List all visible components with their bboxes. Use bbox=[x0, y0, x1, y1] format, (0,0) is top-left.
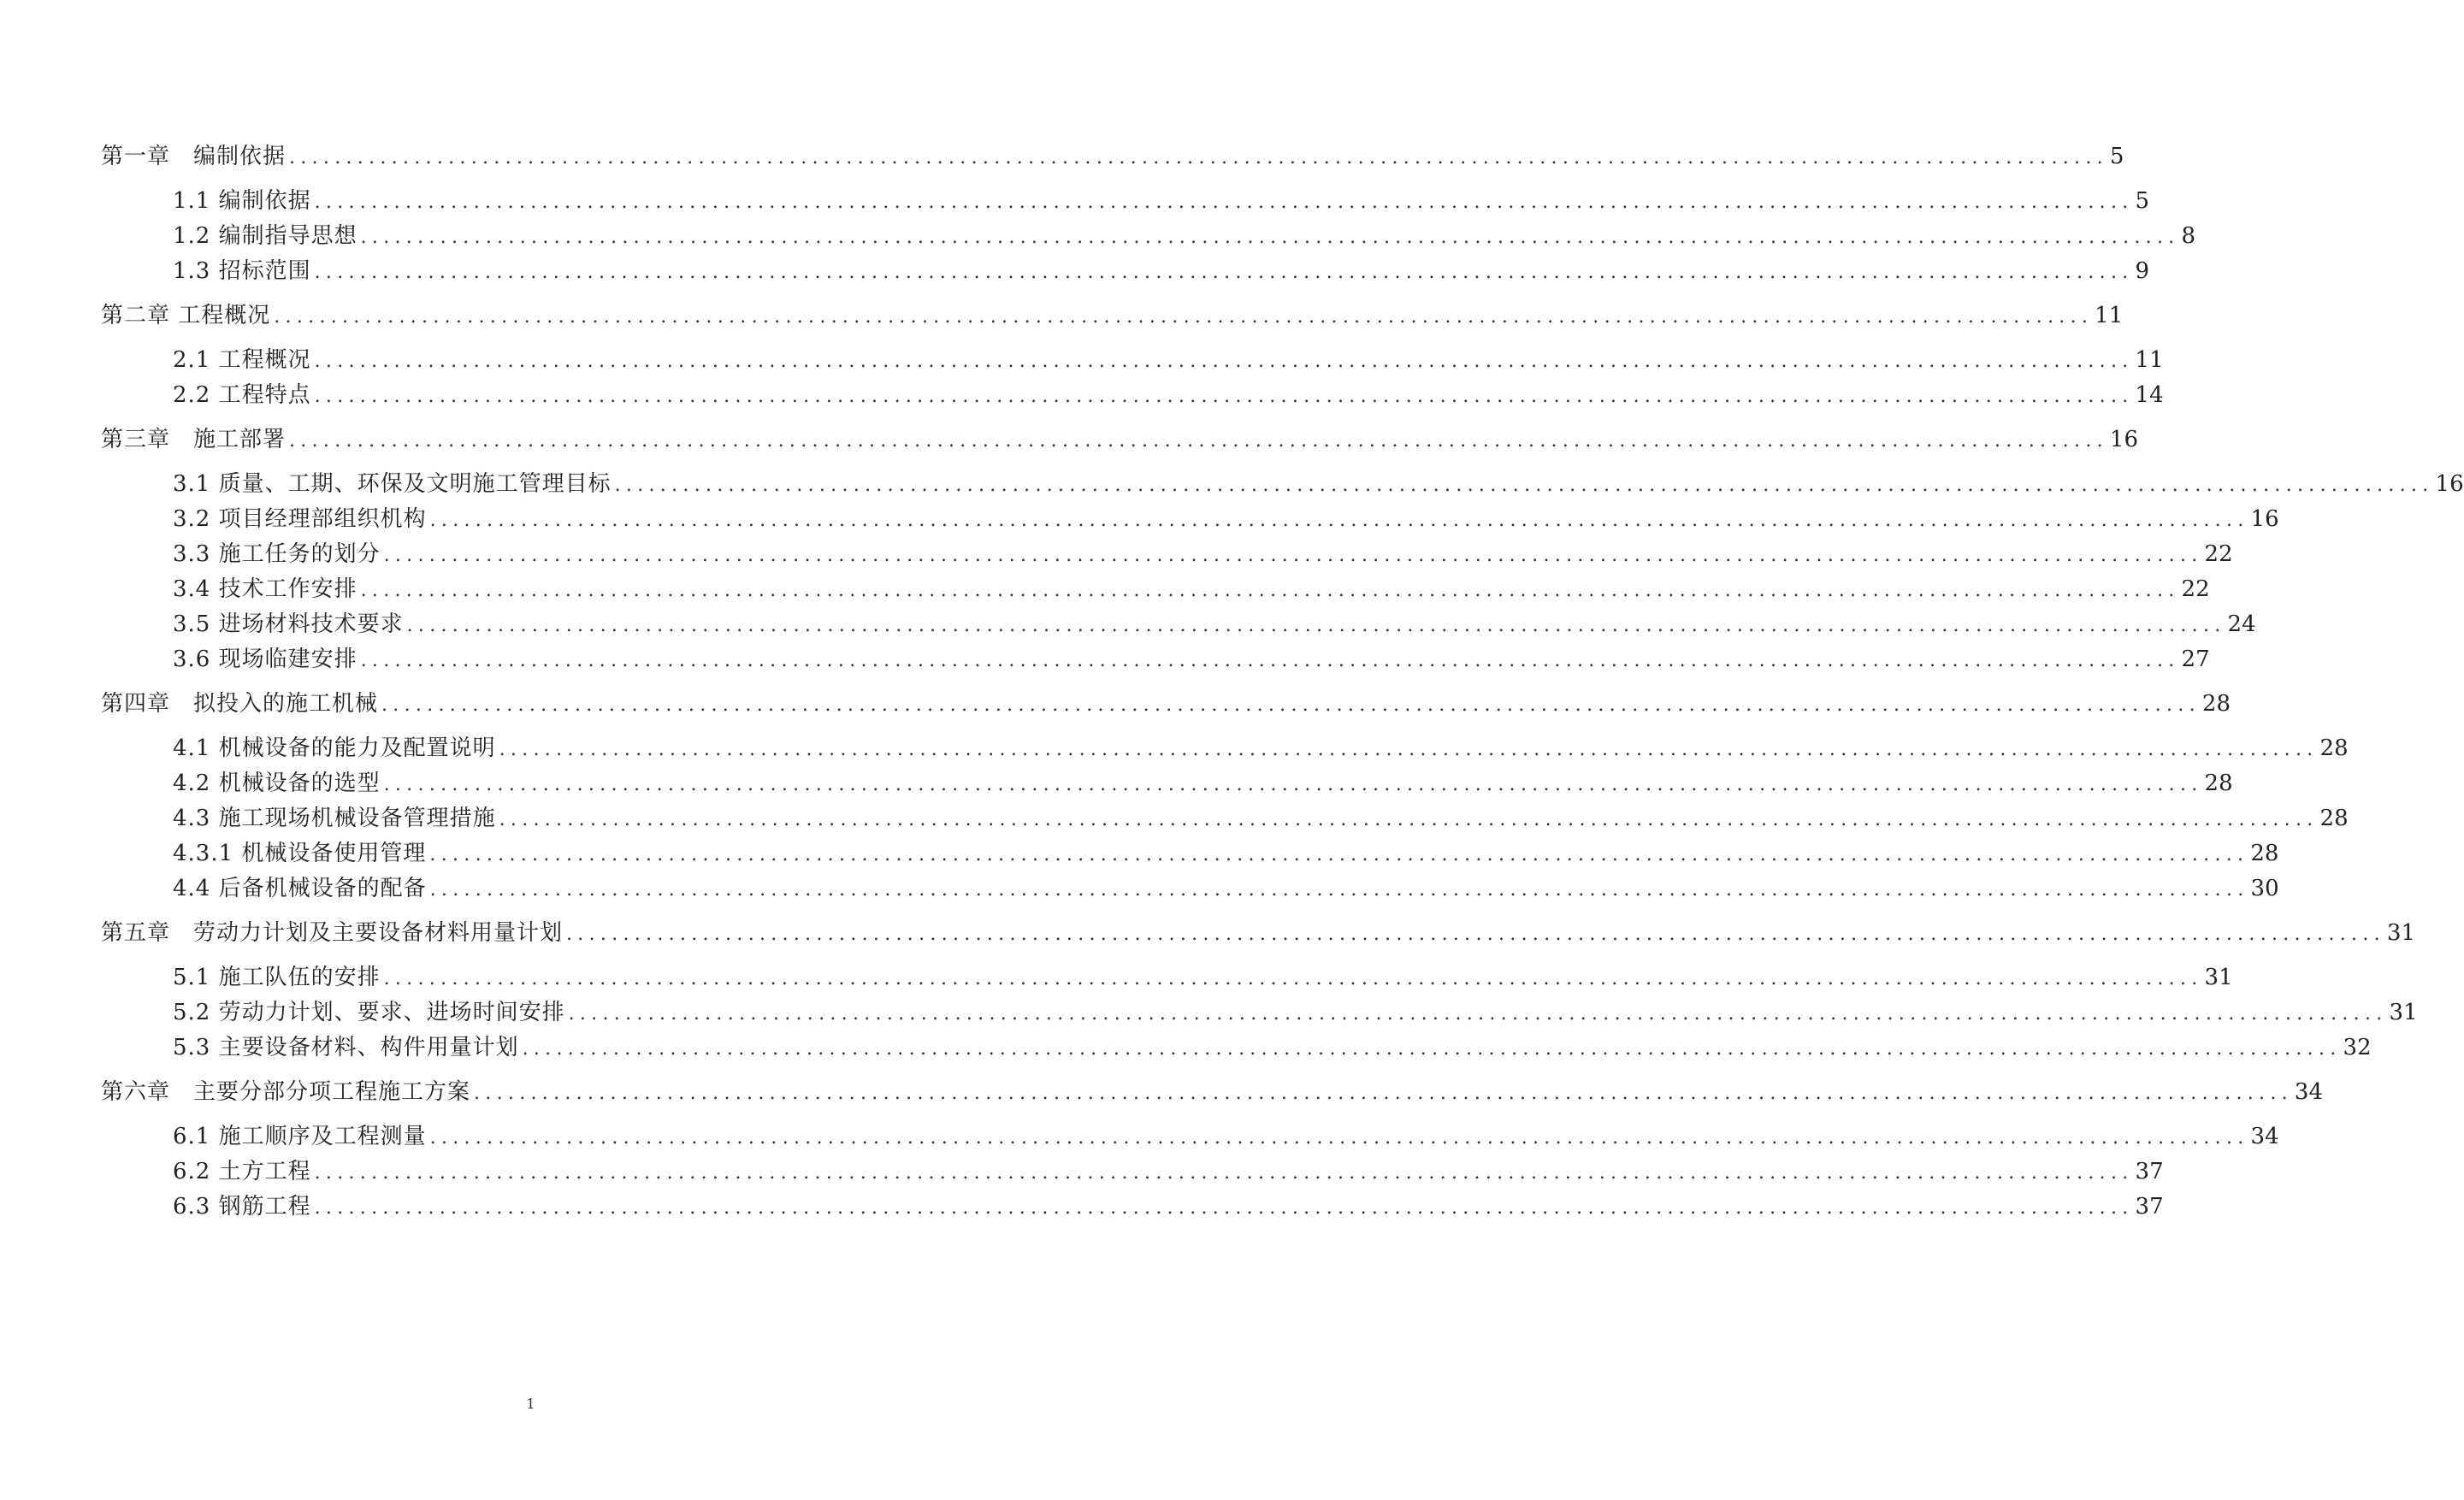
toc-entry-title: 3.1 质量、工期、环保及文明施工管理目标 bbox=[173, 471, 612, 497]
page-number: 1 bbox=[526, 1396, 535, 1412]
toc-entry-page: 28 bbox=[2201, 691, 2231, 717]
toc-entry-section-3-1[interactable] bbox=[173, 469, 2464, 499]
toc-entry-section-4-2[interactable] bbox=[173, 769, 2233, 798]
toc-entry-title: 6.1 施工顺序及工程测量 bbox=[173, 1124, 427, 1149]
toc-entry-title: 第一章 编制依据 bbox=[101, 144, 287, 169]
toc-dot-leader: ................................................................................................................................................................ bbox=[499, 739, 2319, 760]
toc-entry-page: 37 bbox=[2135, 1194, 2164, 1219]
toc-entry-page: 5 bbox=[2109, 144, 2124, 169]
toc-entry-page: 8 bbox=[2181, 223, 2196, 249]
toc-entry-page: 34 bbox=[2250, 1124, 2279, 1149]
toc-dot-leader: ................................................................................................................................................................ bbox=[568, 1003, 2388, 1025]
toc-entry-page: 30 bbox=[2250, 876, 2279, 901]
toc-entry-chapter-4[interactable] bbox=[101, 689, 2231, 718]
toc-entry-page: 16 bbox=[2435, 471, 2464, 497]
toc-entry-section-5-3[interactable] bbox=[173, 1033, 2372, 1062]
toc-entry-title: 3.4 技术工作安排 bbox=[173, 576, 357, 602]
toc-entry-section-3-6[interactable] bbox=[173, 645, 2210, 674]
toc-entry-section-4-3[interactable] bbox=[173, 804, 2349, 833]
toc-dot-leader: ................................................................................................................................................................ bbox=[314, 351, 2134, 372]
toc-entry-title: 第四章 拟投入的施工机械 bbox=[101, 691, 379, 717]
toc-entry-title: 第二章 工程概况 bbox=[101, 303, 271, 328]
toc-entry-page: 22 bbox=[2181, 576, 2210, 602]
toc-entry-title: 4.1 机械设备的能力及配置说明 bbox=[173, 735, 496, 761]
toc-entry-page: 5 bbox=[2135, 188, 2150, 214]
toc-entry-page: 24 bbox=[2227, 611, 2256, 637]
toc-entry-title: 第六章 主要分部分项工程施工方案 bbox=[101, 1079, 471, 1105]
toc-entry-page: 22 bbox=[2204, 541, 2233, 567]
toc-entry-chapter-6[interactable] bbox=[101, 1078, 2324, 1107]
toc-entry-section-6-3[interactable] bbox=[173, 1192, 2164, 1221]
toc-entry-page: 31 bbox=[2386, 920, 2416, 946]
toc-dot-leader: ................................................................................................................................................................ bbox=[566, 924, 2385, 945]
toc-entry-section-4-3-1[interactable] bbox=[173, 839, 2279, 868]
toc-entry-section-3-2[interactable] bbox=[173, 505, 2279, 534]
toc-entry-title: 5.3 主要设备材料、构件用量计划 bbox=[173, 1035, 519, 1060]
toc-entry-page: 16 bbox=[2109, 427, 2139, 452]
toc-entry-title: 3.6 现场临建安排 bbox=[173, 647, 357, 672]
toc-entry-title: 4.3.1 机械设备使用管理 bbox=[173, 841, 427, 866]
toc-entry-title: 4.4 后备机械设备的配备 bbox=[173, 876, 427, 901]
toc-entry-page: 11 bbox=[2095, 303, 2124, 328]
toc-entry-chapter-1[interactable] bbox=[101, 142, 2124, 171]
toc-entry-page: 28 bbox=[2319, 735, 2349, 761]
toc-dot-leader: ................................................................................................................................................................ bbox=[429, 879, 2249, 901]
toc-entry-section-1-1[interactable] bbox=[173, 186, 2150, 216]
toc-dot-leader: ................................................................................................................................................................ bbox=[614, 475, 2434, 496]
toc-entry-title: 3.3 施工任务的划分 bbox=[173, 541, 381, 567]
toc-entry-chapter-2[interactable] bbox=[101, 301, 2124, 330]
toc-entry-page: 28 bbox=[2204, 771, 2233, 796]
toc-entry-title: 2.1 工程概况 bbox=[173, 347, 311, 373]
toc-entry-section-3-3[interactable] bbox=[173, 540, 2233, 569]
toc-entry-section-6-1[interactable] bbox=[173, 1122, 2279, 1151]
toc-entry-title: 第五章 劳动力计划及主要设备材料用量计划 bbox=[101, 920, 564, 946]
toc-dot-leader: ................................................................................................................................................................ bbox=[522, 1038, 2342, 1060]
toc-dot-leader: ................................................................................................................................................................ bbox=[383, 774, 2203, 795]
toc-entry-page: 11 bbox=[2135, 347, 2164, 373]
toc-entry-chapter-3[interactable] bbox=[101, 425, 2139, 454]
toc-entry-section-1-3[interactable] bbox=[173, 257, 2150, 286]
toc-entry-page: 31 bbox=[2204, 965, 2233, 990]
toc-entry-section-4-4[interactable] bbox=[173, 874, 2279, 903]
toc-dot-leader: ................................................................................................................................................................ bbox=[314, 262, 2134, 283]
toc-dot-leader: ................................................................................................................................................................ bbox=[289, 430, 2108, 452]
toc-dot-leader: ................................................................................................................................................................ bbox=[383, 968, 2203, 989]
toc-dot-leader: ................................................................................................................................................................ bbox=[381, 694, 2201, 716]
toc-entry-section-4-1[interactable] bbox=[173, 734, 2349, 763]
toc-entry-title: 2.2 工程特点 bbox=[173, 382, 311, 408]
toc-entry-page: 28 bbox=[2250, 841, 2279, 866]
toc-dot-leader: ................................................................................................................................................................ bbox=[360, 650, 2180, 671]
toc-entry-title: 4.3 施工现场机械设备管理措施 bbox=[173, 806, 496, 831]
toc-entry-page: 16 bbox=[2250, 506, 2279, 532]
toc-entry-title: 5.1 施工队伍的安排 bbox=[173, 965, 381, 990]
toc-dot-leader: ................................................................................................................................................................ bbox=[429, 844, 2249, 865]
toc-dot-leader: ................................................................................................................................................................ bbox=[314, 1162, 2134, 1184]
toc-dot-leader: ................................................................................................................................................................ bbox=[499, 809, 2319, 830]
toc-entry-title: 1.2 编制指导思想 bbox=[173, 223, 357, 249]
toc-entry-section-2-1[interactable] bbox=[173, 345, 2164, 375]
toc-entry-section-5-1[interactable] bbox=[173, 963, 2233, 992]
toc-dot-leader: ................................................................................................................................................................ bbox=[274, 306, 2094, 328]
toc-dot-leader: ................................................................................................................................................................ bbox=[474, 1083, 2293, 1104]
toc-entry-title: 1.1 编制依据 bbox=[173, 188, 311, 214]
toc-entry-title: 1.3 招标范围 bbox=[173, 258, 311, 284]
toc-dot-leader: ................................................................................................................................................................ bbox=[406, 615, 2226, 636]
toc-dot-leader: ................................................................................................................................................................ bbox=[314, 1197, 2134, 1219]
toc-entry-page: 9 bbox=[2135, 258, 2150, 284]
toc-entry-title: 6.2 土方工程 bbox=[173, 1159, 311, 1184]
toc-entry-title: 3.5 进场材料技术要求 bbox=[173, 611, 404, 637]
toc-dot-leader: ................................................................................................................................................................ bbox=[383, 545, 2203, 566]
toc-dot-leader: ................................................................................................................................................................ bbox=[429, 510, 2249, 531]
toc-dot-leader: ................................................................................................................................................................ bbox=[360, 227, 2180, 248]
toc-entry-page: 32 bbox=[2343, 1035, 2372, 1060]
toc-entry-chapter-5[interactable] bbox=[101, 918, 2416, 948]
toc-entry-page: 34 bbox=[2294, 1079, 2324, 1105]
toc-entry-title: 第三章 施工部署 bbox=[101, 427, 287, 452]
toc-dot-leader: ................................................................................................................................................................ bbox=[360, 580, 2180, 601]
toc-entry-section-3-5[interactable] bbox=[173, 610, 2256, 639]
toc-entry-section-1-2[interactable] bbox=[173, 221, 2196, 251]
toc-entry-section-3-4[interactable] bbox=[173, 575, 2210, 604]
toc-entry-page: 28 bbox=[2319, 806, 2349, 831]
toc-entry-section-2-2[interactable] bbox=[173, 381, 2164, 410]
toc-entry-page: 31 bbox=[2389, 1000, 2418, 1025]
toc-entry-section-5-2[interactable] bbox=[173, 998, 2418, 1027]
toc-dot-leader: ................................................................................................................................................................ bbox=[289, 147, 2108, 168]
toc-entry-section-6-2[interactable] bbox=[173, 1157, 2164, 1186]
toc-entry-title: 4.2 机械设备的选型 bbox=[173, 771, 381, 796]
toc-dot-leader: ................................................................................................................................................................ bbox=[314, 192, 2134, 213]
toc-entry-page: 27 bbox=[2181, 647, 2210, 672]
toc-entry-page: 37 bbox=[2135, 1159, 2164, 1184]
toc-entry-page: 14 bbox=[2135, 382, 2164, 408]
toc-entry-title: 6.3 钢筋工程 bbox=[173, 1194, 311, 1219]
toc-entry-title: 3.2 项目经理部组织机构 bbox=[173, 506, 427, 532]
toc-dot-leader: ................................................................................................................................................................ bbox=[314, 386, 2134, 407]
toc-entry-title: 5.2 劳动力计划、要求、进场时间安排 bbox=[173, 1000, 565, 1025]
toc-dot-leader: ................................................................................................................................................................ bbox=[429, 1127, 2249, 1149]
